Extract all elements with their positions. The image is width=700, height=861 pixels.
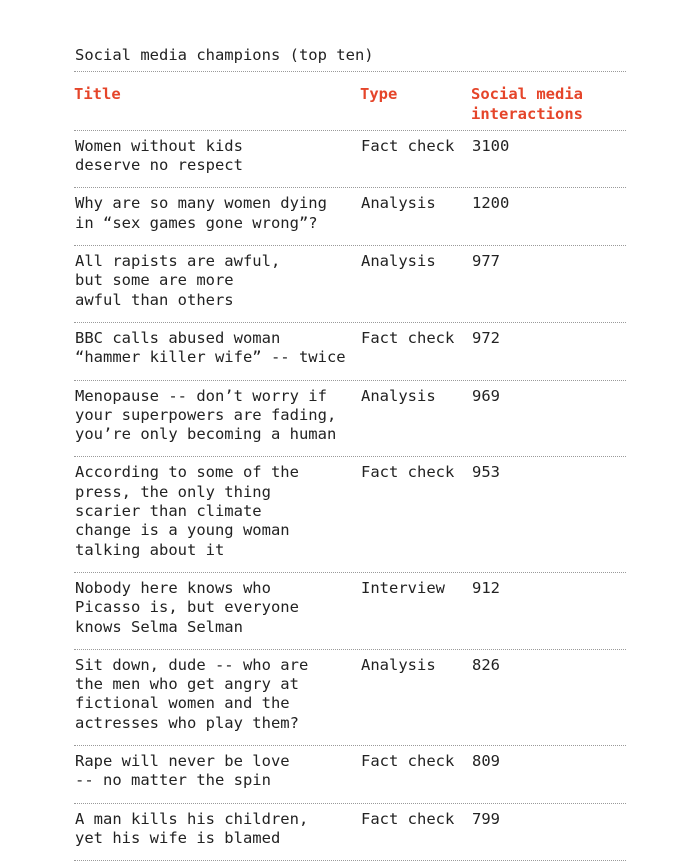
cell-title-line: “hammer killer wife” -- twice [75,348,346,367]
table-row [74,323,626,381]
cell-type: Fact check [361,463,455,482]
cell-interactions: 972 [472,328,500,347]
cell-title-line: the men who get angry at [75,675,299,694]
cell-interactions: 1200 [472,194,510,213]
cell-title-line: BBC calls abused woman [75,328,281,347]
cell-type: Fact check [361,809,455,828]
cell-type: Analysis [361,655,436,674]
cell-type: Analysis [361,252,436,271]
table-row [74,246,626,323]
table-row [74,746,626,804]
cell-type: Fact check [361,328,455,347]
column-header-interactions-line: Social media [471,85,583,104]
cell-title [74,137,361,176]
cell-title-line: Women without kids [75,136,243,155]
cell-title-line: All rapists are awful, [75,252,281,271]
cell-title-line: According to some of the [75,463,299,482]
cell-interactions: 977 [472,252,500,271]
cell-title-line: Rape will never be love [75,752,290,771]
cell-interactions: 969 [472,386,500,405]
column-header-title: Title [74,85,121,104]
table-row [74,457,626,572]
cell-title-line: but some are more [75,271,234,290]
cell-title-line: Why are so many women dying [75,194,327,213]
table-container [74,46,626,861]
cell-title-line: press, the only thing [75,482,271,501]
cell-interactions: 912 [472,578,500,597]
cell-title [74,387,361,445]
cell-type: Fact check [361,136,455,155]
cell-title [74,752,361,791]
table-body [74,131,626,861]
cell-title-line: A man kills his children, [75,809,309,828]
column-header-interactions-line: interactions [471,104,583,123]
cell-title-line: scarier than climate [75,502,262,521]
cell-title-line: -- no matter the spin [75,771,271,790]
cell-title [74,194,361,233]
table-row [74,188,626,246]
cell-title-line: actresses who play them? [75,713,299,732]
cell-title-line: Sit down, dude -- who are [75,655,309,674]
cell-type: Analysis [361,386,436,405]
cell-interactions: 799 [472,809,500,828]
cell-title [74,579,361,637]
cell-title-line: knows Selma Selman [75,617,243,636]
cell-title [74,656,361,733]
column-header-interactions [471,85,626,124]
table-caption: Social media champions (top ten) [74,46,626,72]
table-row [74,804,626,861]
cell-title-line: Menopause -- don’t worry if [75,386,327,405]
cell-title-line: Picasso is, but everyone [75,598,299,617]
cell-interactions: 826 [472,655,500,674]
cell-title [74,329,361,368]
cell-title-line: change is a young woman [75,521,290,540]
column-header-type: Type [360,85,398,104]
cell-title-line: in “sex games gone wrong”? [75,213,318,232]
cell-type: Interview [361,578,445,597]
cell-title-line: awful than others [75,290,234,309]
cell-type: Fact check [361,752,455,771]
cell-title-line: yet his wife is blamed [75,828,281,847]
cell-interactions: 3100 [472,136,510,155]
table-row [74,381,626,458]
cell-type: Analysis [361,194,436,213]
table-header-row [74,72,626,131]
cell-title-line: deserve no respect [75,156,243,175]
cell-title-line: your superpowers are fading, [75,405,337,424]
cell-title [74,810,361,849]
cell-interactions: 809 [472,752,500,771]
cell-interactions: 953 [472,463,500,482]
table-row [74,573,626,650]
cell-title-line: you’re only becoming a human [75,425,337,444]
cell-title [74,252,361,310]
cell-title-line: Nobody here knows who [75,578,271,597]
table-row [74,131,626,189]
table-row [74,650,626,746]
cell-title-line: fictional women and the [75,694,290,713]
cell-title-line: talking about it [75,540,225,559]
cell-title [74,463,361,559]
